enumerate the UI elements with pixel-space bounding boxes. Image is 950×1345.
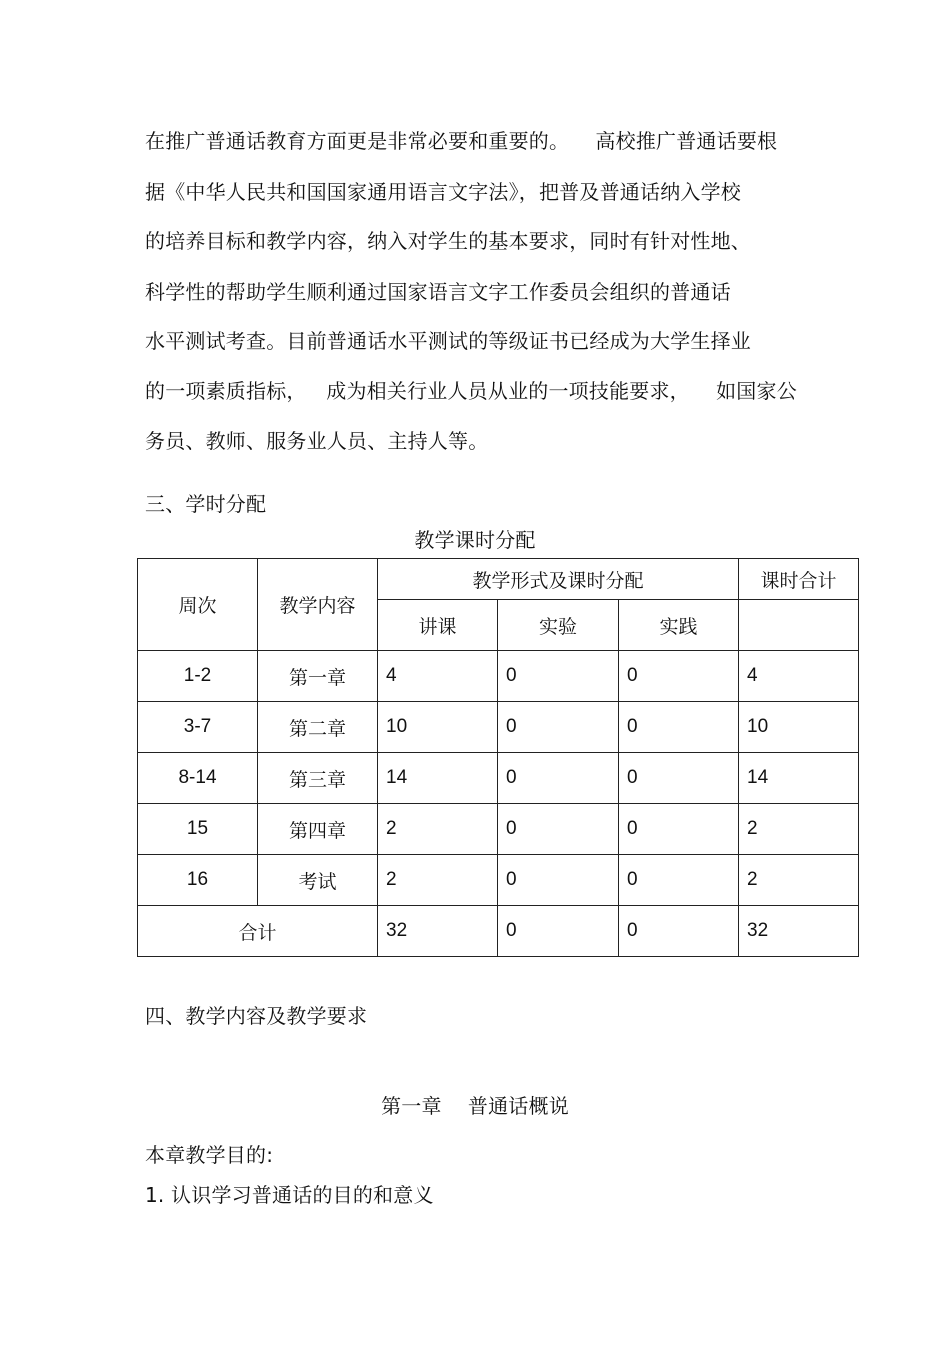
cell-practice: 0 (619, 753, 739, 804)
cell-week: 3-7 (138, 702, 258, 753)
cell-experiment: 0 (498, 651, 619, 702)
header-form-group: 教学形式及课时分配 (378, 559, 739, 600)
hours-table (137, 558, 859, 957)
header-total: 课时合计 (739, 559, 859, 600)
cell-experiment: 0 (498, 753, 619, 804)
paragraph-line: 的一项素质指标， 成为相关行业人员从业的一项技能要求， 如国家公 (145, 379, 797, 403)
cell-total: 2 (739, 855, 859, 906)
cell-sum-label: 合计 (138, 906, 378, 957)
chapter-title: 第一章 普通话概说 (381, 1094, 569, 1118)
cell-experiment: 0 (498, 855, 619, 906)
paragraph-line: 科学性的帮助学生顺利通过国家语言文字工作委员会组织的普通话 (145, 280, 731, 304)
header-total-blank (739, 600, 859, 651)
cell-total: 14 (739, 753, 859, 804)
header-lecture: 讲课 (378, 600, 498, 651)
table-row (138, 753, 859, 804)
cell-week: 1-2 (138, 651, 258, 702)
cell-lecture: 2 (378, 855, 498, 906)
table-row (138, 804, 859, 855)
header-week: 周次 (138, 559, 258, 651)
cell-lecture: 2 (378, 804, 498, 855)
cell-lecture: 10 (378, 702, 498, 753)
objective-item: 1. 认识学习普通话的目的和意义 (145, 1183, 434, 1207)
cell-practice: 0 (619, 804, 739, 855)
cell-total: 2 (739, 804, 859, 855)
cell-lecture: 14 (378, 753, 498, 804)
paragraph-line: 据《中华人民共和国国家通用语言文字法》，把普及普通话纳入学校 (145, 180, 741, 204)
header-experiment: 实验 (498, 600, 619, 651)
cell-week: 16 (138, 855, 258, 906)
paragraph-line: 务员、教师、服务业人员、主持人等。 (145, 429, 489, 453)
header-content: 教学内容 (258, 559, 378, 651)
cell-practice: 0 (619, 651, 739, 702)
cell-content: 第一章 (258, 651, 378, 702)
section-heading-content: 四、教学内容及教学要求 (145, 1004, 368, 1028)
cell-content: 第四章 (258, 804, 378, 855)
cell-practice: 0 (619, 855, 739, 906)
table-header-row (138, 559, 859, 600)
cell-experiment: 0 (498, 702, 619, 753)
cell-sum-experiment: 0 (498, 906, 619, 957)
cell-total: 10 (739, 702, 859, 753)
cell-week: 15 (138, 804, 258, 855)
cell-content: 第二章 (258, 702, 378, 753)
cell-sum-practice: 0 (619, 906, 739, 957)
cell-practice: 0 (619, 702, 739, 753)
table-caption: 教学课时分配 (414, 528, 536, 552)
cell-total: 4 (739, 651, 859, 702)
cell-content: 第三章 (258, 753, 378, 804)
table-row (138, 702, 859, 753)
table-sum-row (138, 906, 859, 957)
table-row (138, 651, 859, 702)
header-practice: 实践 (619, 600, 739, 651)
cell-lecture: 4 (378, 651, 498, 702)
paragraph-line: 在推广普通话教育方面更是非常必要和重要的。 高校推广普通话要根 (145, 129, 778, 153)
cell-sum-total: 32 (739, 906, 859, 957)
cell-content: 考试 (258, 855, 378, 906)
cell-experiment: 0 (498, 804, 619, 855)
objectives-label: 本章教学目的: (145, 1143, 274, 1167)
paragraph-line: 水平测试考查。目前普通话水平测试的等级证书已经成为大学生择业 (145, 329, 751, 353)
section-heading-hours: 三、学时分配 (145, 492, 267, 516)
cell-week: 8-14 (138, 753, 258, 804)
cell-sum-lecture: 32 (378, 906, 498, 957)
table-row (138, 855, 859, 906)
paragraph-line: 的培养目标和教学内容，纳入对学生的基本要求，同时有针对性地、 (145, 229, 751, 253)
